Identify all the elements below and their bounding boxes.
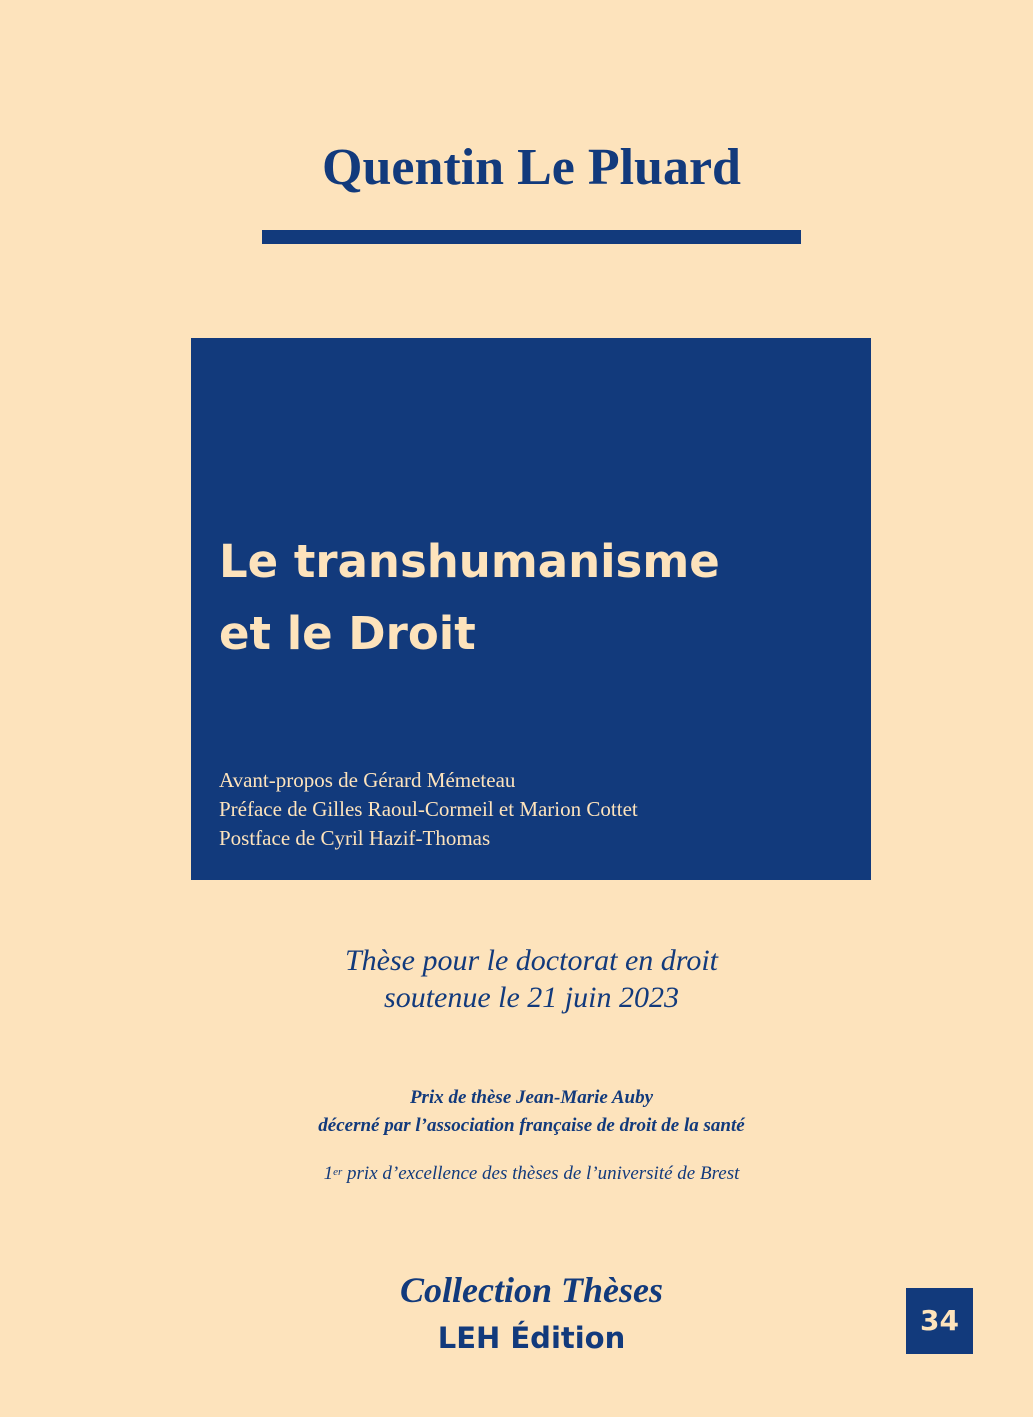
contributors-credits bbox=[219, 766, 638, 853]
thesis-statement bbox=[0, 942, 1033, 1016]
author-name: Quentin Le Pluard bbox=[322, 139, 741, 196]
collection-name: Collection Thèses bbox=[400, 1270, 663, 1310]
book-title-line-1: Le transhumanisme bbox=[219, 535, 720, 588]
author-divider bbox=[262, 230, 801, 244]
excellence-ordinal-suffix: er bbox=[333, 1166, 343, 1178]
thesis-line-1: Thèse pour le doctorat en droit bbox=[344, 944, 719, 977]
title-panel bbox=[191, 338, 871, 880]
credit-foreword: Avant-propos de Gérard Mémeteau bbox=[219, 768, 516, 792]
thesis-line-2: soutenue le 21 juin 2023 bbox=[384, 981, 679, 1014]
prize-line-2: décerné par l’association française de droit de la santé bbox=[318, 1115, 745, 1136]
publisher-name: LEH Édition bbox=[437, 1321, 626, 1355]
book-title-line-2: et le Droit bbox=[219, 607, 476, 660]
excellence-ordinal: 1 bbox=[323, 1163, 334, 1184]
prize-line-1: Prix de thèse Jean-Marie Auby bbox=[409, 1087, 654, 1108]
credit-preface: Préface de Gilles Raoul-Cormeil et Marion Cottet bbox=[219, 797, 638, 821]
excellence-text: prix d’excellence des thèses de l’université de Brest bbox=[342, 1163, 740, 1184]
excellence-award bbox=[0, 1160, 1033, 1188]
volume-number-badge: 34 bbox=[906, 1288, 973, 1354]
credit-postface: Postface de Cyril Hazif-Thomas bbox=[219, 826, 491, 850]
prize-notice bbox=[0, 1084, 1033, 1140]
